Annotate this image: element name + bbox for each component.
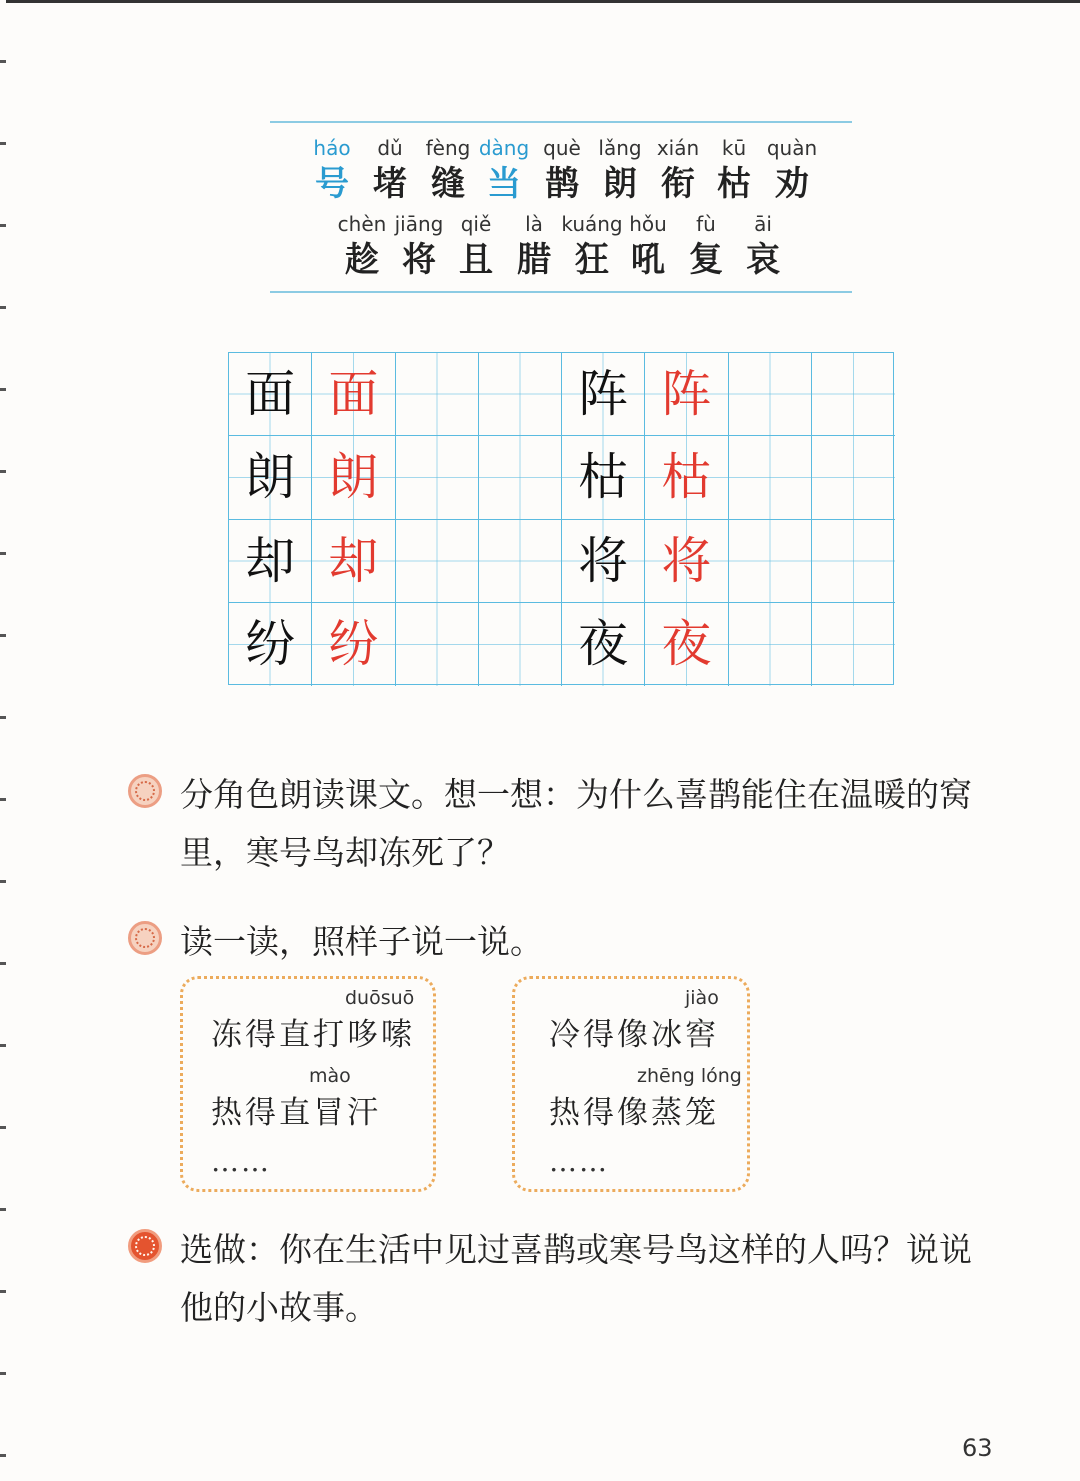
trace-char: 阵 xyxy=(661,365,712,424)
example-text: 热得像蒸笼 xyxy=(549,1095,719,1131)
example-text: 冻得直打哆嗦 xyxy=(211,1017,415,1053)
grid-cell-trace xyxy=(312,436,395,519)
grid-cell-model xyxy=(229,436,312,519)
example-text: 冷得像冰窖 xyxy=(549,1017,719,1053)
pinyin: dàng xyxy=(478,136,530,160)
grid-cell-blank[interactable] xyxy=(479,353,562,436)
pinyin: kū xyxy=(721,136,747,160)
hanzi: 哀 xyxy=(746,240,780,280)
example-box-right xyxy=(512,976,750,1192)
model-char: 将 xyxy=(578,531,629,590)
grid-cell-trace xyxy=(312,353,395,436)
vocab-bottom-rule xyxy=(270,291,852,293)
grid-cell-model xyxy=(562,353,645,436)
grid-cell-blank[interactable] xyxy=(479,520,562,603)
hanzi: 鹊 xyxy=(545,164,579,204)
grid-cell-blank[interactable] xyxy=(812,603,895,686)
grid-cell-blank[interactable] xyxy=(812,353,895,436)
page-number: 63 xyxy=(962,1434,993,1462)
grid-cell-blank[interactable] xyxy=(396,603,479,686)
hanzi: 当 xyxy=(487,164,521,204)
vocab-row-1 xyxy=(0,134,1080,214)
trace-char: 夜 xyxy=(661,615,712,674)
hanzi: 趁 xyxy=(345,240,379,280)
trace-char: 枯 xyxy=(661,448,712,507)
task-1 xyxy=(128,766,1008,886)
task-line: 分角色朗读课文。想一想：为什么喜鹊能住在温暖的窝 xyxy=(180,775,972,814)
model-char: 朗 xyxy=(245,448,296,507)
grid-cell-model xyxy=(229,603,312,686)
grid-cell-blank[interactable] xyxy=(729,520,812,603)
ellipsis: …… xyxy=(211,1145,271,1178)
pinyin: fù xyxy=(696,212,716,236)
optional-bullet-icon xyxy=(128,1229,162,1263)
grid-cell-model xyxy=(229,520,312,603)
hanzi: 缝 xyxy=(431,164,465,204)
pinyin: xián xyxy=(656,136,700,160)
hanzi: 复 xyxy=(689,240,723,280)
task-2 xyxy=(128,913,1008,973)
pinyin: zhēng lóng xyxy=(637,1065,742,1087)
pinyin: kuáng xyxy=(561,212,623,236)
grid-cell-blank[interactable] xyxy=(396,436,479,519)
model-char: 纷 xyxy=(245,615,296,674)
task-1-text xyxy=(180,766,1010,882)
grid-cell-model xyxy=(562,520,645,603)
pinyin: quàn xyxy=(766,136,818,160)
grid-cell-trace xyxy=(645,353,728,436)
grid-cell-trace xyxy=(645,603,728,686)
pinyin: lǎng xyxy=(598,136,642,160)
task-2-text xyxy=(180,913,1010,971)
trace-char: 纷 xyxy=(328,615,379,674)
hanzi: 号 xyxy=(315,164,349,204)
grid-cell-blank[interactable] xyxy=(479,603,562,686)
pinyin: chèn xyxy=(337,212,387,236)
model-char: 却 xyxy=(245,531,296,590)
task-line: 里，寒号鸟却冻死了？ xyxy=(180,833,510,872)
grid-cell-trace xyxy=(312,520,395,603)
hanzi: 劝 xyxy=(775,164,809,204)
grid-cell-blank[interactable] xyxy=(729,353,812,436)
grid-cell-blank[interactable] xyxy=(812,520,895,603)
pinyin: dǔ xyxy=(377,136,403,160)
hanzi: 狂 xyxy=(575,240,609,280)
grid-cell-blank[interactable] xyxy=(396,520,479,603)
hanzi: 衔 xyxy=(661,164,695,204)
grid-cell-trace xyxy=(312,603,395,686)
pinyin: fèng xyxy=(425,136,471,160)
writing-grid xyxy=(228,352,894,685)
task-line: 读一读，照样子说一说。 xyxy=(180,922,543,961)
task-3-text xyxy=(180,1221,1010,1337)
task-line: 他的小故事。 xyxy=(180,1288,378,1327)
pinyin: háo xyxy=(313,136,351,160)
trace-char: 却 xyxy=(328,531,379,590)
hanzi: 腊 xyxy=(517,240,551,280)
pinyin: mào xyxy=(309,1065,351,1087)
hanzi: 堵 xyxy=(373,164,407,204)
model-char: 阵 xyxy=(578,365,629,424)
trace-char: 朗 xyxy=(328,448,379,507)
hanzi: 朗 xyxy=(603,164,637,204)
example-box-left xyxy=(180,976,436,1192)
ellipsis: …… xyxy=(549,1145,609,1178)
grid-cell-blank[interactable] xyxy=(396,353,479,436)
pinyin: jiāng xyxy=(394,212,444,236)
page-top-edge xyxy=(0,0,1080,3)
pinyin: là xyxy=(525,212,543,236)
vocab-item xyxy=(762,134,822,206)
pinyin: qiě xyxy=(460,212,492,236)
hanzi: 吼 xyxy=(631,240,665,280)
grid-cell-trace xyxy=(645,520,728,603)
pinyin: jiào xyxy=(685,987,719,1009)
task-3 xyxy=(128,1221,1008,1341)
exercise-bullet-icon xyxy=(128,774,162,808)
trace-char: 面 xyxy=(328,365,379,424)
hanzi: 且 xyxy=(459,240,493,280)
grid-cell-model xyxy=(229,353,312,436)
grid-cell-blank[interactable] xyxy=(812,436,895,519)
hanzi: 将 xyxy=(402,240,436,280)
model-char: 枯 xyxy=(578,448,629,507)
trace-char: 将 xyxy=(661,531,712,590)
vocab-item xyxy=(733,210,793,282)
example-text: 热得直冒汗 xyxy=(211,1095,381,1131)
model-char: 夜 xyxy=(578,615,629,674)
model-char: 面 xyxy=(245,365,296,424)
grid-cell-blank[interactable] xyxy=(729,603,812,686)
pinyin: duōsuō xyxy=(345,987,415,1009)
pinyin: āi xyxy=(754,212,772,236)
pinyin: què xyxy=(543,136,581,160)
pinyin: hǒu xyxy=(629,212,667,236)
hanzi: 枯 xyxy=(717,164,751,204)
vocab-row-2 xyxy=(0,210,1080,290)
task-line: 选做：你在生活中见过喜鹊或寒号鸟这样的人吗？说说 xyxy=(180,1230,972,1269)
grid-cell-model xyxy=(562,436,645,519)
exercise-bullet-icon xyxy=(128,921,162,955)
grid-cell-trace xyxy=(645,436,728,519)
grid-cell-blank[interactable] xyxy=(729,436,812,519)
grid-cell-blank[interactable] xyxy=(479,436,562,519)
vocab-top-rule xyxy=(270,121,852,123)
grid-cell-model xyxy=(562,603,645,686)
